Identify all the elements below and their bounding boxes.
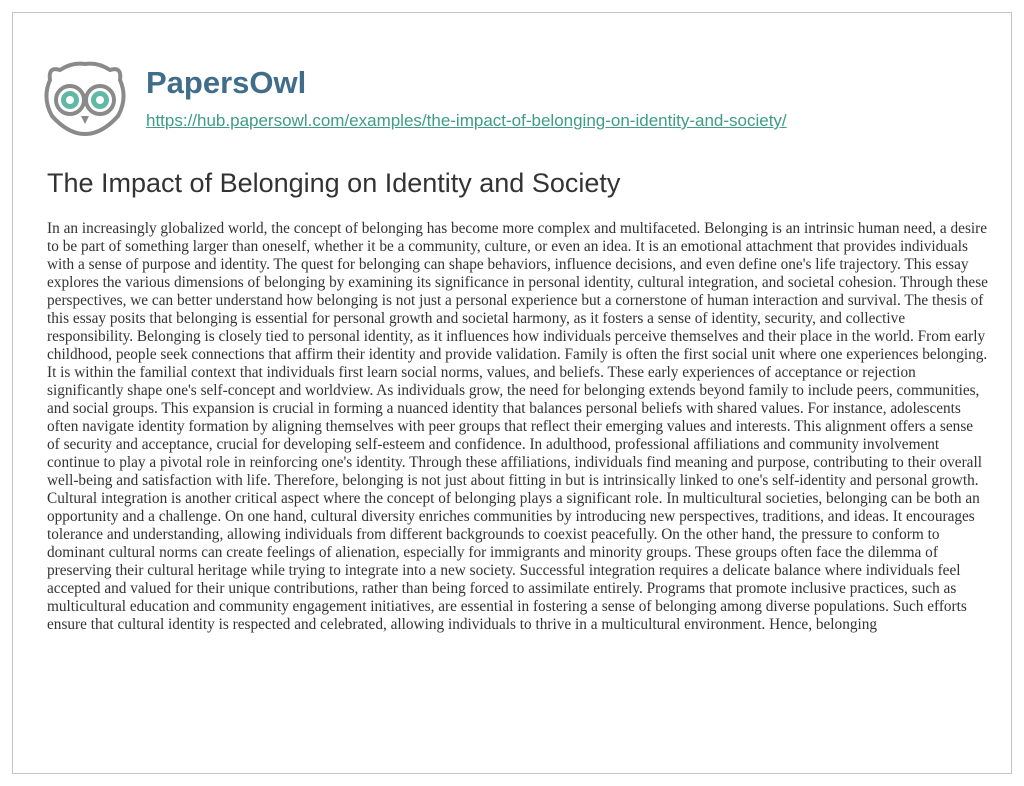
document-title: The Impact of Belonging on Identity and Society (47, 168, 621, 198)
source-url-link[interactable]: https://hub.papersowl.com/examples/the-impact-of-belonging-on-identity-and-society/ (146, 111, 787, 130)
brand-text (146, 65, 787, 131)
brand-name: PapersOwl (146, 65, 307, 100)
document-body: In an increasingly globalized world, the concept of belonging has become more complex and multifaceted. Belonging is an intrinsic human need, a desire to be part of something larger than oneself, whether it be a community, culture, or even an idea. It is an emotional attachment that provides individuals with a sense of purpose and identity. The quest for belonging can shape behaviors, influence decisions, and even define one's life trajectory. This essay explores the various dimensions of belonging by examining its significance in personal identity, cultural integration, and societal cohesion. Through these perspectives, we can better understand how belonging is not just a personal experience but a cornerstone of human interaction and survival. The thesis of this essay posits that belonging is essential for personal growth and societal harmony, as it fosters a sense of identity, security, and collective responsibility. Belonging is closely tied to personal identity, as it influences how individuals perceive themselves and their place in the world. From early childhood, people seek connections that affirm their identity and provide validation. Family is often the first social unit where one experiences belonging. It is within the familial context that individuals first learn social norms, values, and beliefs. These early experiences of acceptance or rejection significantly shape one's self-concept and worldview. As individuals grow, the need for belonging extends beyond family to include peers, communities, and social groups. This expansion is crucial in forming a nuanced identity that balances personal beliefs with shared values. For instance, adolescents often navigate identity formation by aligning themselves with peer groups that reflect their emerging values and interests. This alignment offers a sense of security and acceptance, crucial for developing self-esteem and confidence. In adulthood, professional affiliations and community involvement continue to play a pivotal role in reinforcing one's identity. Through these affiliations, individuals find meaning and purpose, contributing to their overall well-being and satisfaction with life. Therefore, belonging is not just about fitting in but is intrinsically linked to one's self-identity and personal growth. Cultural integration is another critical aspect where the concept of belonging plays a significant role. In multicultural societies, belonging can be both an opportunity and a challenge. On one hand, cultural diversity enriches communities by introducing new perspectives, traditions, and ideas. It encourages tolerance and understanding, allowing individuals from different backgrounds to coexist peacefully. On the other hand, the pressure to conform to dominant cultural norms can create feelings of alienation, especially for immigrants and minority groups. These groups often face the dilemma of preserving their cultural heritage while trying to integrate into a new society. Successful integration requires a delicate balance where individuals feel accepted and valued for their unique contributions, rather than being forced to assimilate entirely. Programs that promote inclusive practices, such as multicultural education and community engagement initiatives, are essential in fostering a sense of belonging among diverse populations. Such efforts ensure that cultural identity is respected and celebrated, allowing individuals to thrive in a multicultural environment. Hence, belonging (47, 220, 988, 633)
owl-logo-icon (40, 58, 130, 138)
brand-header (40, 50, 787, 146)
